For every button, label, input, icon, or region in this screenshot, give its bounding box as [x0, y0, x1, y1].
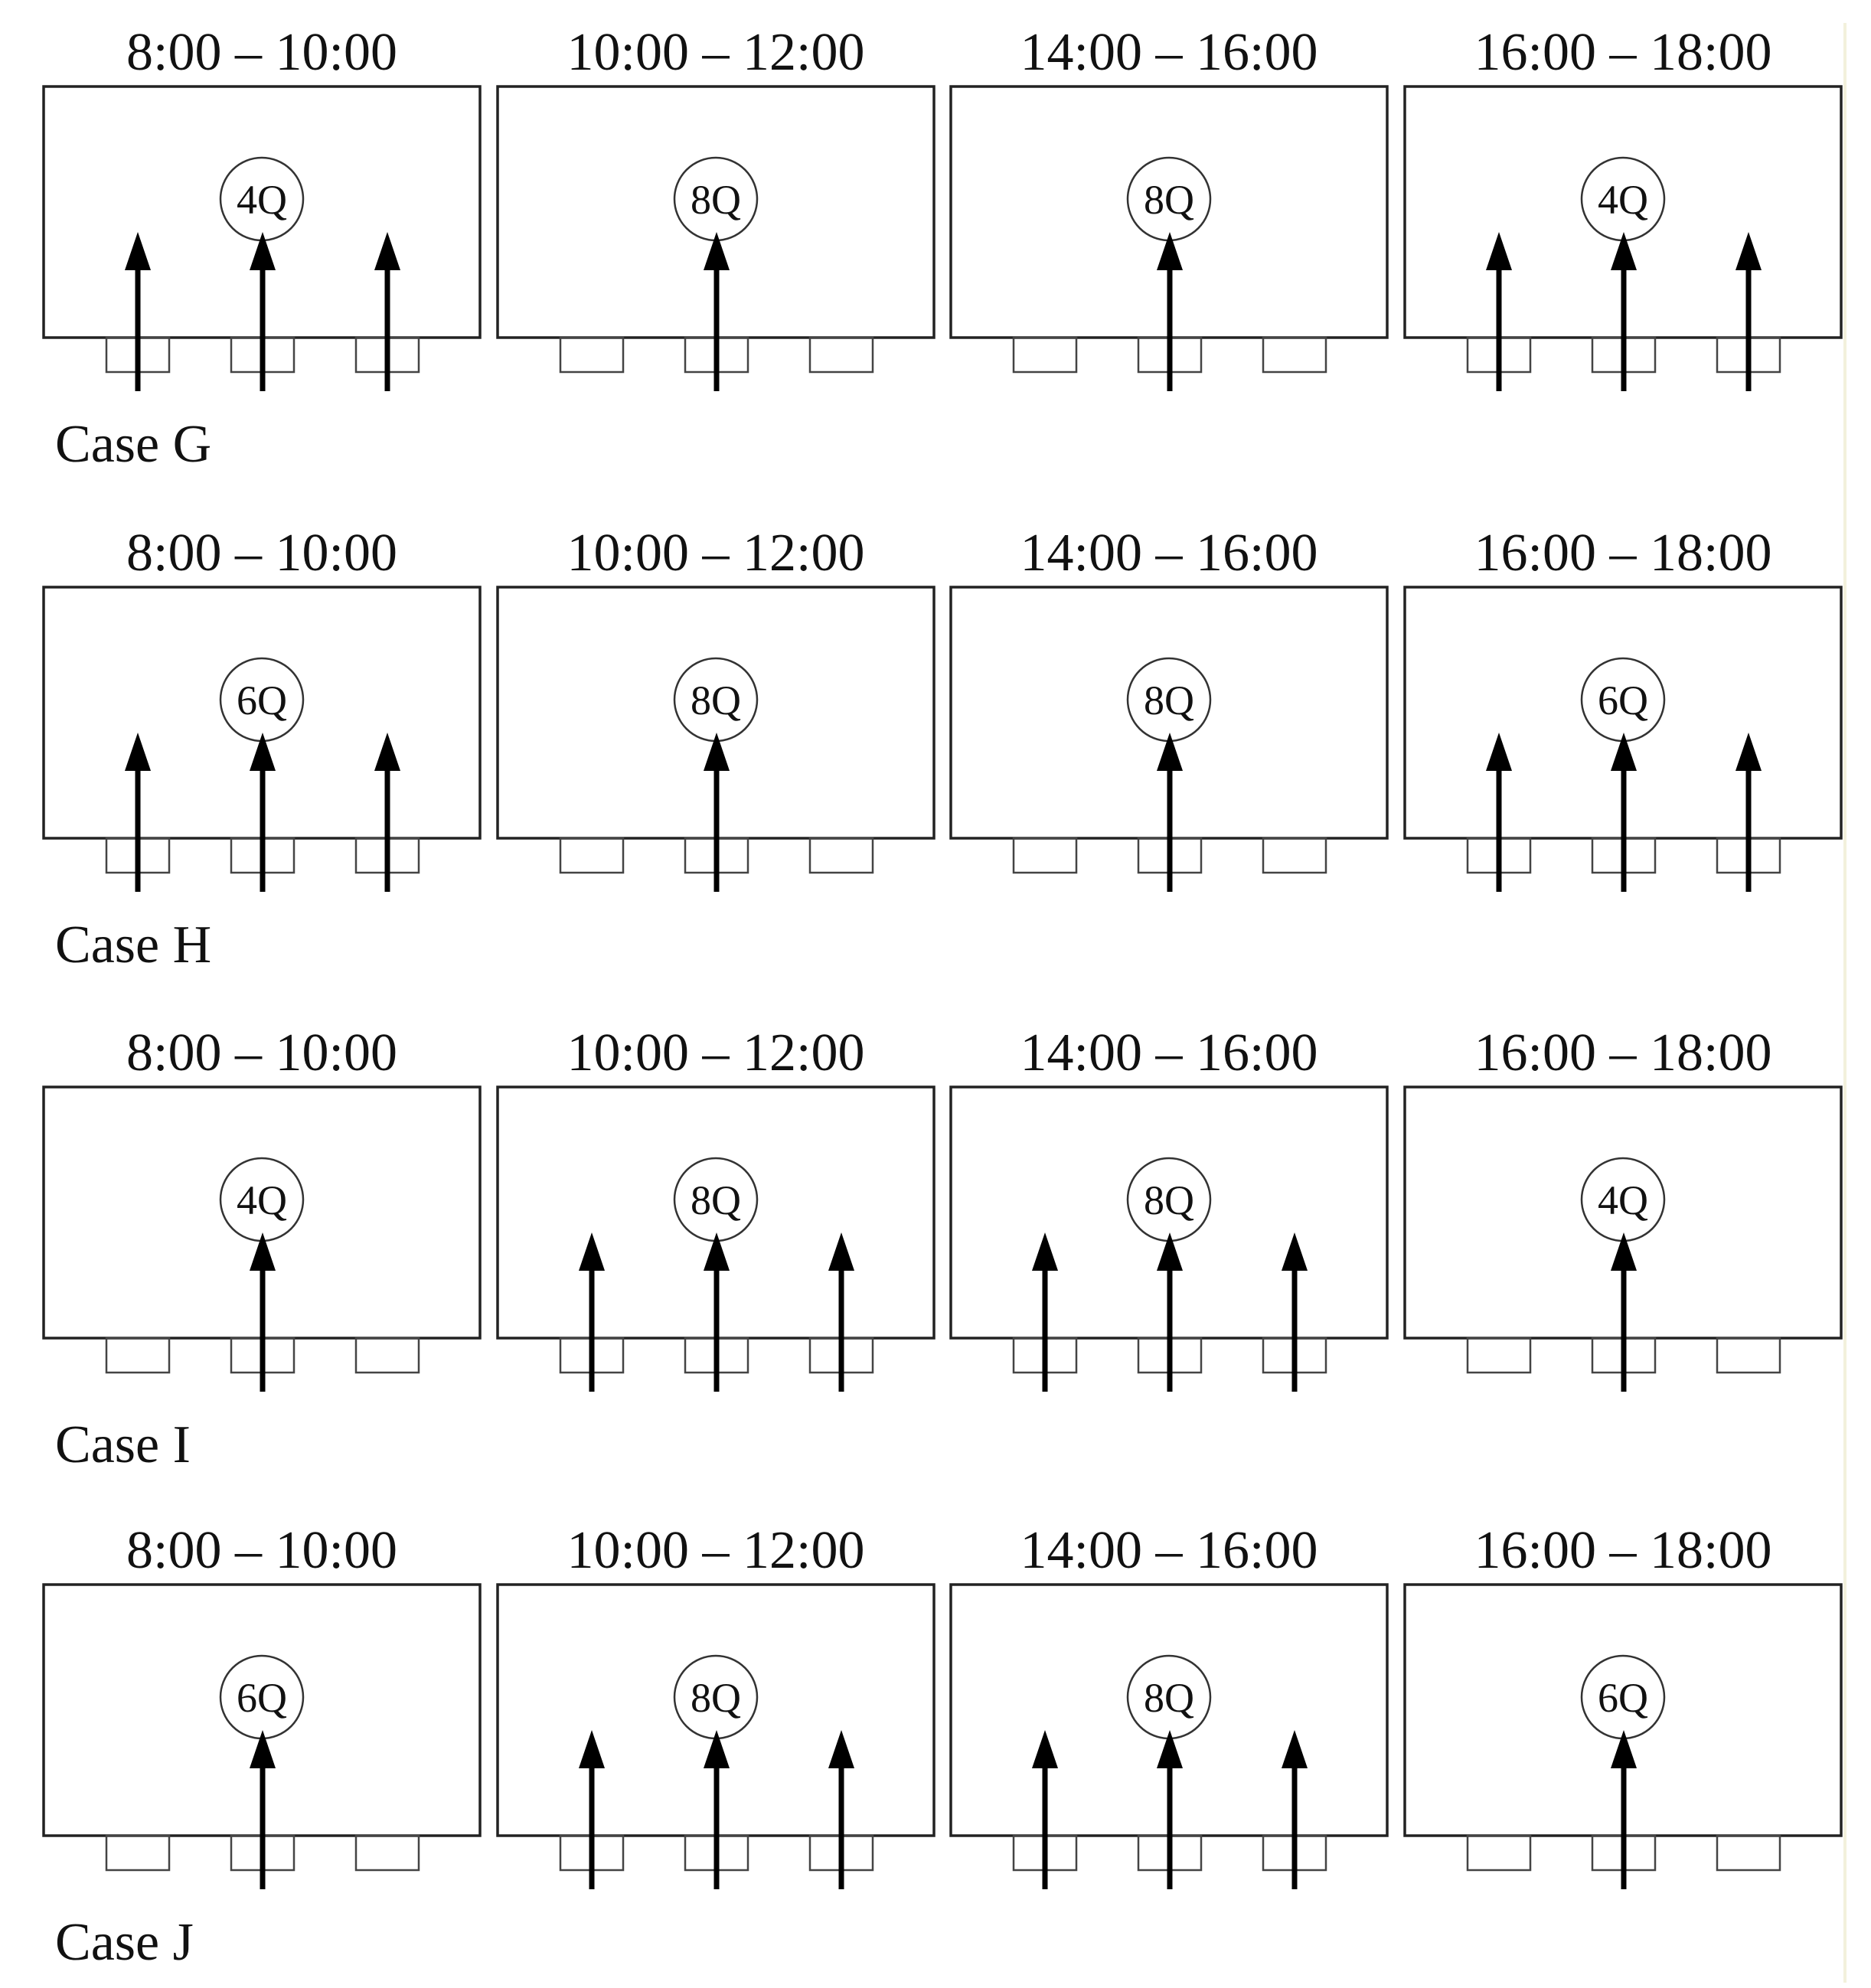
time-panel: [44, 23, 480, 391]
time-panel: [44, 524, 480, 892]
arrow-head-icon: [1157, 232, 1183, 270]
airflow-arrow: [704, 1232, 730, 1392]
inlet-vent: [1468, 1338, 1530, 1373]
arrow-head-icon: [704, 733, 730, 771]
arrow-head-icon: [250, 1232, 276, 1271]
time-period-label: 8:00 – 10:00: [126, 23, 397, 82]
case-row: [44, 1521, 1841, 1972]
inlet-vent: [356, 1338, 419, 1373]
airflow-arrow: [1157, 733, 1183, 892]
arrow-head-icon: [828, 1232, 854, 1271]
airflow-arrow: [250, 1232, 276, 1392]
airflow-arrow: [828, 1232, 854, 1392]
airflow-rate-label: 6Q: [237, 677, 287, 723]
time-period-label: 16:00 – 18:00: [1474, 1521, 1772, 1580]
inlet-vent: [1717, 1836, 1780, 1870]
case-row: [44, 1023, 1841, 1474]
arrow-head-icon: [374, 733, 400, 771]
time-period-label: 14:00 – 16:00: [1020, 524, 1318, 583]
time-panel: [44, 1521, 480, 1889]
airflow-arrow: [1735, 733, 1762, 892]
arrow-head-icon: [704, 232, 730, 270]
airflow-arrow: [1157, 232, 1183, 391]
airflow-arrow: [125, 232, 151, 391]
time-period-label: 16:00 – 18:00: [1474, 23, 1772, 82]
airflow-arrow: [1486, 733, 1512, 892]
airflow-rate-label: 8Q: [1144, 1675, 1194, 1721]
airflow-rate-label: 8Q: [691, 1675, 741, 1721]
airflow-arrow: [1611, 1730, 1637, 1889]
airflow-rate-label: 8Q: [691, 677, 741, 723]
airflow-arrow: [1157, 1232, 1183, 1392]
arrow-head-icon: [1282, 1730, 1308, 1768]
airflow-rate-label: 8Q: [1144, 677, 1194, 723]
airflow-arrow: [125, 733, 151, 892]
airflow-arrow: [704, 1730, 730, 1889]
airflow-rate-label: 8Q: [1144, 177, 1194, 223]
arrow-head-icon: [1611, 1730, 1637, 1768]
arrow-head-icon: [125, 232, 151, 270]
arrow-head-icon: [704, 1232, 730, 1271]
airflow-rate-label: 8Q: [691, 1177, 741, 1223]
time-panel: [1405, 23, 1841, 391]
airflow-arrow: [1157, 1730, 1183, 1889]
inlet-vent: [1717, 1338, 1780, 1373]
arrow-head-icon: [1611, 733, 1637, 771]
time-period-label: 16:00 – 18:00: [1474, 1023, 1772, 1082]
airflow-arrow: [704, 232, 730, 391]
inlet-vent: [560, 338, 623, 372]
airflow-rate-label: 8Q: [691, 177, 741, 223]
airflow-arrow: [1611, 733, 1637, 892]
arrow-head-icon: [828, 1730, 854, 1768]
time-panel: [951, 524, 1387, 892]
airflow-arrow: [1032, 1232, 1058, 1392]
arrow-head-icon: [1032, 1232, 1058, 1271]
arrow-head-icon: [250, 733, 276, 771]
time-panel: [1405, 1023, 1841, 1392]
airflow-arrow: [1611, 1232, 1637, 1392]
arrow-head-icon: [1157, 1730, 1183, 1768]
arrow-head-icon: [125, 733, 151, 771]
airflow-rate-label: 4Q: [1598, 177, 1648, 223]
arrow-head-icon: [1282, 1232, 1308, 1271]
inlet-vent: [1014, 338, 1076, 372]
inlet-vent: [106, 1338, 169, 1373]
time-panel: [951, 23, 1387, 391]
inlet-vent: [1263, 338, 1326, 372]
arrow-head-icon: [1486, 232, 1512, 270]
arrow-head-icon: [1611, 1232, 1637, 1271]
time-panel: [951, 1023, 1387, 1392]
airflow-arrow: [579, 1232, 605, 1392]
arrow-head-icon: [1157, 1232, 1183, 1271]
time-panel: [1405, 1521, 1841, 1889]
airflow-arrow: [250, 733, 276, 892]
time-period-label: 16:00 – 18:00: [1474, 524, 1772, 583]
time-period-label: 14:00 – 16:00: [1020, 23, 1318, 82]
arrow-head-icon: [579, 1730, 605, 1768]
arrow-head-icon: [1032, 1730, 1058, 1768]
time-period-label: 8:00 – 10:00: [126, 1521, 397, 1580]
airflow-arrow: [250, 232, 276, 391]
arrow-head-icon: [704, 1730, 730, 1768]
airflow-arrow: [579, 1730, 605, 1889]
airflow-rate-label: 8Q: [1144, 1177, 1194, 1223]
arrow-head-icon: [1735, 232, 1762, 270]
time-period-label: 8:00 – 10:00: [126, 524, 397, 583]
airflow-arrow: [1032, 1730, 1058, 1889]
time-period-label: 10:00 – 12:00: [567, 524, 865, 583]
arrow-head-icon: [250, 232, 276, 270]
inlet-vent: [1468, 1836, 1530, 1870]
time-period-label: 14:00 – 16:00: [1020, 1521, 1318, 1580]
time-panel: [44, 1023, 480, 1392]
airflow-arrow: [374, 232, 400, 391]
airflow-arrow: [1282, 1730, 1308, 1889]
inlet-vent: [356, 1836, 419, 1870]
inlet-vent: [106, 1836, 169, 1870]
inlet-vent: [1014, 838, 1076, 873]
airflow-arrow: [704, 733, 730, 892]
time-period-label: 10:00 – 12:00: [567, 1023, 865, 1082]
arrow-head-icon: [1611, 232, 1637, 270]
arrow-head-icon: [1486, 733, 1512, 771]
inlet-vent: [560, 838, 623, 873]
time-panel: [1405, 524, 1841, 892]
case-label: Case I: [55, 1415, 191, 1474]
time-panel: [498, 1521, 934, 1889]
airflow-arrow: [1486, 232, 1512, 391]
arrow-head-icon: [1157, 733, 1183, 771]
time-period-label: 14:00 – 16:00: [1020, 1023, 1318, 1082]
airflow-rate-label: 6Q: [1598, 1675, 1648, 1721]
case-row: [44, 23, 1841, 474]
airflow-arrow: [1735, 232, 1762, 391]
airflow-arrow: [1611, 232, 1637, 391]
time-panel: [498, 23, 934, 391]
time-panel: [498, 524, 934, 892]
time-panel: [951, 1521, 1387, 1889]
time-panel: [498, 1023, 934, 1392]
airflow-rate-label: 6Q: [237, 1675, 287, 1721]
time-period-label: 8:00 – 10:00: [126, 1023, 397, 1082]
case-label: Case H: [55, 916, 212, 974]
airflow-arrow: [374, 733, 400, 892]
time-period-label: 10:00 – 12:00: [567, 23, 865, 82]
airflow-arrow: [828, 1730, 854, 1889]
inlet-vent: [810, 338, 873, 372]
inlet-vent: [1263, 838, 1326, 873]
time-period-label: 10:00 – 12:00: [567, 1521, 865, 1580]
airflow-arrow: [1282, 1232, 1308, 1392]
arrow-head-icon: [1735, 733, 1762, 771]
arrow-head-icon: [250, 1730, 276, 1768]
airflow-arrow: [250, 1730, 276, 1889]
case-label: Case J: [55, 1913, 194, 1972]
airflow-rate-label: 4Q: [237, 1177, 287, 1223]
case-row: [44, 524, 1841, 974]
case-label: Case G: [55, 415, 212, 474]
airflow-rate-label: 4Q: [1598, 1177, 1648, 1223]
arrow-head-icon: [579, 1232, 605, 1271]
inlet-vent: [810, 838, 873, 873]
arrow-head-icon: [374, 232, 400, 270]
airflow-rate-label: 6Q: [1598, 677, 1648, 723]
airflow-rate-label: 4Q: [237, 177, 287, 223]
